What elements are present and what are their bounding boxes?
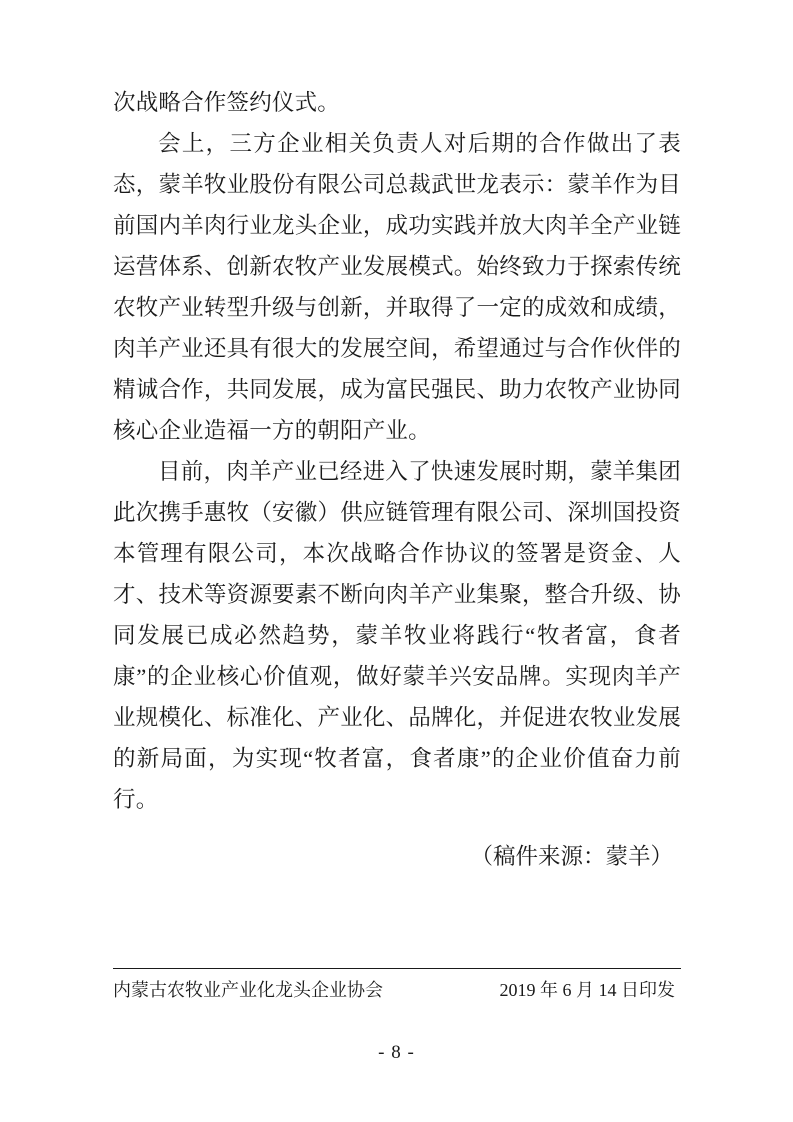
footer-organization: 内蒙古农牧业产业化龙头企业协会 [113,980,383,1000]
paragraph-statements: 会上，三方企业相关负责人对后期的合作做出了表态，蒙羊牧业股份有限公司总裁武世龙表示：蒙羊作为目前国内羊肉行业龙头企业，成功实践并放大肉羊全产业链运营体系、创新农牧产业发展模式。始终致力于探索传统农牧产业转型升级与创新，并取得了一定的成效和成绩，肉羊产业还具有很大的发展空间，希望通过与合作伙伴的精诚合作，共同发展，成为富民强民、助力农牧产业协同核心企业造福一方的朝阳产业。 [113,131,681,443]
page-number: - 8 - [378,1042,415,1063]
paragraph-continuation: 次战略合作签约仪式。 [113,90,341,115]
footer-row [113,975,681,1005]
footer-divider [113,968,681,969]
source-note: （稿件来源：蒙羊） [470,844,673,869]
footer-print-date: 2019 年 6 月 14 日印发 [499,980,675,1000]
paragraph-outlook: 目前，肉羊产业已经进入了快速发展时期，蒙羊集团此次携手惠牧（安徽）供应链管理有限公司、深圳国投资本管理有限公司，本次战略合作协议的签署是资金、人才、技术等资源要素不断向肉羊产业集聚，整合升级、协同发展已成必然趋势，蒙羊牧业将践行“牧者富，食者康”的企业核心价值观，做好蒙羊兴安品牌。实现肉羊产业规模化、标准化、产业化、品牌化，并促进农牧业发展的新局面，为实现“牧者富，食者康”的企业价值奋力前行。 [113,459,681,812]
document-body [113,82,681,877]
page-footer [113,968,681,1005]
